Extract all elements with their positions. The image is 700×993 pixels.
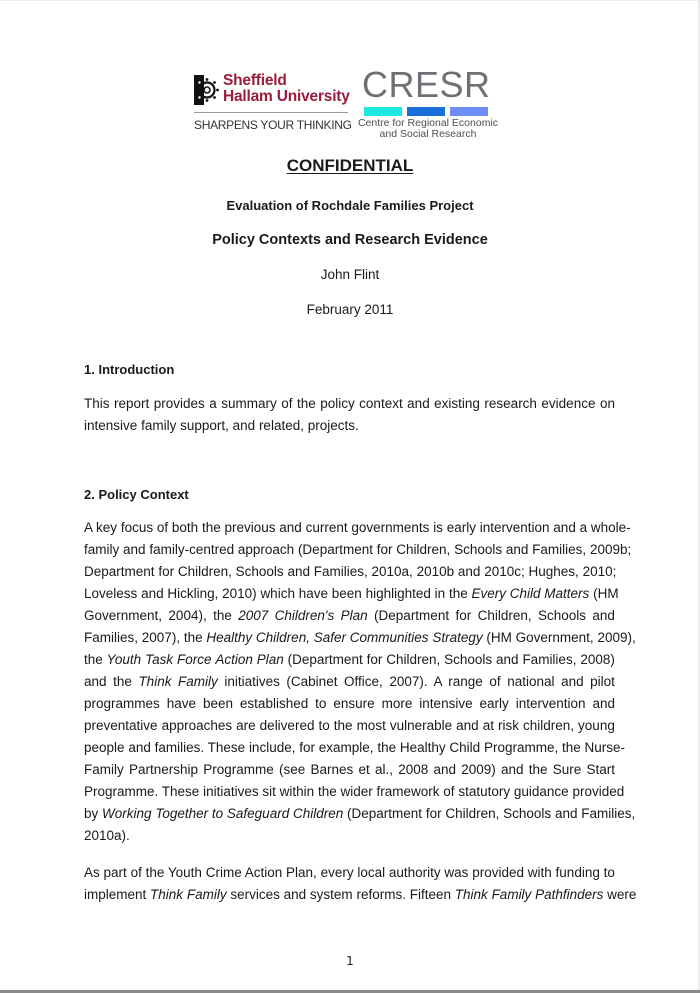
text: (HM xyxy=(486,630,512,645)
italic-text: Strategy xyxy=(432,630,483,645)
text: A xyxy=(433,674,442,689)
text: 2004), xyxy=(168,608,207,623)
text-line xyxy=(84,583,619,605)
text: Schools xyxy=(444,652,493,667)
italic-text: Together xyxy=(155,806,209,821)
text: ensure xyxy=(333,696,375,711)
text: part xyxy=(103,865,127,880)
text: intervention xyxy=(479,520,550,535)
text: Action xyxy=(244,865,283,880)
text: for xyxy=(455,608,472,623)
text: a xyxy=(579,520,588,535)
text: the xyxy=(528,762,548,777)
text: guidance xyxy=(513,784,569,799)
text: projects. xyxy=(307,418,359,433)
text: of xyxy=(443,784,455,799)
text: and xyxy=(123,542,146,557)
italic-text: Children's xyxy=(274,608,335,623)
italic-text: to xyxy=(211,806,224,821)
italic-text: Think xyxy=(454,887,488,902)
text: 2008) xyxy=(580,652,615,667)
text: and xyxy=(561,674,584,689)
text: early xyxy=(446,520,476,535)
text: evidence xyxy=(541,396,596,411)
text-line xyxy=(84,605,615,627)
text: research xyxy=(484,396,537,411)
text: approach xyxy=(237,542,295,557)
text-line xyxy=(84,627,636,649)
cresr-subtitle: Centre for Regional Economic and Social Research xyxy=(357,117,499,140)
text: Programme. xyxy=(84,784,159,799)
text: initiatives xyxy=(224,674,280,689)
text-line xyxy=(84,825,615,847)
text: Children, xyxy=(177,564,232,579)
italic-text: Healthy xyxy=(206,630,253,645)
text: (Department xyxy=(347,806,423,821)
text: Youth xyxy=(167,865,202,880)
italic-text: Safer xyxy=(313,630,346,645)
italic-text: Children, xyxy=(255,630,310,645)
text: risk xyxy=(497,718,519,733)
text: the xyxy=(201,520,221,535)
document-date: February 2011 xyxy=(306,302,394,317)
text: Schools xyxy=(503,806,552,821)
text: Partnership xyxy=(128,762,199,777)
text: range xyxy=(448,674,483,689)
text: et xyxy=(358,762,370,777)
text: were xyxy=(607,887,637,902)
text: example, xyxy=(318,740,374,755)
text: every xyxy=(320,865,354,880)
text: This xyxy=(84,396,110,411)
text: initiatives xyxy=(203,784,259,799)
text: which xyxy=(260,586,295,601)
text: Nurse- xyxy=(584,740,626,755)
text-line xyxy=(84,715,615,737)
text-line xyxy=(84,803,636,825)
text: and xyxy=(128,740,151,755)
italic-text: Think xyxy=(150,887,184,902)
text: national xyxy=(507,674,555,689)
document-title: Evaluation of Rochdale Families Project xyxy=(226,198,474,213)
text: and xyxy=(500,762,524,777)
text: whole- xyxy=(590,520,631,535)
text: by xyxy=(84,806,99,821)
document-subtitle: Policy Contexts and Research Evidence xyxy=(212,232,488,248)
cresr-logo xyxy=(350,64,508,143)
section-heading-policy-context: 2. Policy Context xyxy=(84,487,189,502)
text: and xyxy=(592,696,615,711)
text: Healthy xyxy=(399,740,446,755)
cresr-bar-cyan xyxy=(364,107,402,116)
text: and xyxy=(592,608,615,623)
text: Start xyxy=(586,762,615,777)
text: people xyxy=(84,740,125,755)
section-heading-introduction: 1. Introduction xyxy=(84,362,175,377)
text: the xyxy=(84,652,103,667)
text: reforms. xyxy=(356,887,406,902)
italic-text: Force xyxy=(176,652,212,667)
text: 2010) xyxy=(222,586,257,601)
text: and xyxy=(232,418,256,433)
text: system xyxy=(309,887,353,902)
cresr-color-bars xyxy=(364,107,488,116)
sheffield-hallam-tagline: SHARPENS YOUR THINKING xyxy=(194,118,352,132)
text: for xyxy=(376,542,393,557)
text: is xyxy=(433,520,443,535)
text: and xyxy=(456,718,479,733)
text: These xyxy=(161,784,200,799)
italic-text: Task xyxy=(145,652,174,667)
text: family xyxy=(141,418,177,433)
text: As xyxy=(84,865,100,880)
text: and xyxy=(279,520,302,535)
text: Programme xyxy=(203,762,274,777)
text: Loveless xyxy=(84,586,138,601)
italic-text: Matters xyxy=(544,586,590,601)
italic-text: Youth xyxy=(106,652,142,667)
text: was xyxy=(444,865,469,880)
text: Schools xyxy=(538,608,587,623)
text: the xyxy=(317,784,337,799)
text: (Cabinet xyxy=(286,674,338,689)
text: Families, xyxy=(313,564,368,579)
cresr-bar-blue xyxy=(407,107,445,116)
text: (Department xyxy=(297,542,373,557)
text: families. xyxy=(154,740,205,755)
text: Children, xyxy=(396,542,451,557)
italic-text: Child xyxy=(509,586,541,601)
text: wider xyxy=(340,784,373,799)
italic-text: Pathfinders xyxy=(535,887,604,902)
text: summary xyxy=(221,396,277,411)
text: are xyxy=(236,718,256,733)
text: 2010; xyxy=(582,564,617,579)
text-line xyxy=(84,517,631,539)
text: with xyxy=(527,865,552,880)
cresr-bar-periwinkle xyxy=(450,107,488,116)
text: and xyxy=(407,396,430,411)
text-line xyxy=(84,539,632,561)
sheffield-hallam-logo xyxy=(192,69,350,143)
text: on xyxy=(599,396,615,411)
text-line xyxy=(84,671,615,693)
text-line xyxy=(84,759,615,781)
text: have xyxy=(166,696,196,711)
text: Child xyxy=(449,740,481,755)
text: intervention xyxy=(515,696,586,711)
text: Families, xyxy=(84,630,139,645)
text: Fifteen xyxy=(409,887,452,902)
text: Schools xyxy=(235,564,284,579)
text: framework xyxy=(376,784,440,799)
text: provides xyxy=(153,396,205,411)
text: report xyxy=(113,396,150,411)
text: the xyxy=(113,674,132,689)
text: policy xyxy=(320,396,355,411)
text: (Department xyxy=(287,652,363,667)
text: early xyxy=(479,696,509,711)
text: established xyxy=(239,696,309,711)
text: for xyxy=(425,806,442,821)
text: the xyxy=(145,865,165,880)
italic-text: Family xyxy=(491,887,532,902)
text: 2009b; xyxy=(589,542,632,557)
italic-text: Safeguard xyxy=(226,806,290,821)
text: 2010a). xyxy=(84,828,130,843)
text: existing xyxy=(434,396,480,411)
text: more xyxy=(381,696,413,711)
text: the xyxy=(562,740,581,755)
text: Sure xyxy=(552,762,582,777)
text: Family xyxy=(84,762,124,777)
italic-text: Think xyxy=(138,674,172,689)
text: (HM xyxy=(593,586,619,601)
text: approaches xyxy=(161,718,233,733)
text: of xyxy=(281,396,293,411)
confidential-label: CONFIDENTIAL xyxy=(286,156,414,175)
page-number: 1 xyxy=(346,954,354,968)
italic-text: Family xyxy=(178,674,218,689)
text: and xyxy=(283,887,307,902)
text: a xyxy=(209,396,217,411)
text: sit xyxy=(262,784,276,799)
text: vulnerable xyxy=(389,718,453,733)
italic-text: Family xyxy=(186,887,227,902)
author-name: John Flint xyxy=(320,267,380,282)
text: family-centred xyxy=(149,542,235,557)
text: programmes xyxy=(84,696,160,711)
text: focus xyxy=(120,520,154,535)
text: These xyxy=(207,740,246,755)
paragraph xyxy=(84,393,615,437)
text: authority xyxy=(388,865,441,880)
text: and xyxy=(84,674,107,689)
cresr-wordmark: CRESR xyxy=(362,64,491,105)
text: statutory xyxy=(458,784,511,799)
text: for xyxy=(158,564,175,579)
text: current xyxy=(305,520,348,535)
text: al., xyxy=(374,762,393,777)
text: been xyxy=(331,586,362,601)
text: Children, xyxy=(445,806,500,821)
text: related, xyxy=(258,418,304,433)
italic-text: Action xyxy=(215,652,253,667)
text: pilot xyxy=(590,674,615,689)
logo-divider xyxy=(194,112,348,113)
text: and xyxy=(141,586,164,601)
text: 2010a, xyxy=(371,564,413,579)
text: context xyxy=(359,396,403,411)
text-line xyxy=(84,561,615,583)
text: children, xyxy=(523,718,575,733)
text-line xyxy=(84,781,625,803)
text: the xyxy=(377,740,397,755)
text: previous xyxy=(224,520,276,535)
text: include, xyxy=(248,740,296,755)
text: funding xyxy=(555,865,600,880)
text: to xyxy=(315,696,327,711)
text: Barnes xyxy=(310,762,354,777)
text: and xyxy=(505,542,529,557)
paragraph xyxy=(84,517,636,847)
text: Plan, xyxy=(286,865,317,880)
text: both xyxy=(171,520,199,535)
text: 2010b xyxy=(416,564,455,579)
text: of xyxy=(489,674,501,689)
text: Schools xyxy=(454,542,503,557)
text: highlighted xyxy=(365,586,431,601)
text: the xyxy=(183,630,203,645)
text: A xyxy=(84,520,93,535)
text: services xyxy=(230,887,280,902)
text: provided xyxy=(472,865,524,880)
text: support, xyxy=(180,418,229,433)
sheffield-hallam-crest-icon xyxy=(194,75,220,105)
italic-text: Children xyxy=(292,806,344,821)
italic-text: 2007 xyxy=(238,608,269,623)
text: and xyxy=(553,520,576,535)
text: within xyxy=(279,784,315,799)
text-line xyxy=(84,393,615,415)
text: to xyxy=(603,865,615,880)
text: 2008 xyxy=(398,762,429,777)
text-line xyxy=(84,737,626,759)
text: (Department xyxy=(374,608,450,623)
text: the xyxy=(448,586,468,601)
italic-text: Plan xyxy=(340,608,368,623)
text: been xyxy=(202,696,233,711)
text: the xyxy=(333,718,353,733)
italic-text: Every xyxy=(471,586,506,601)
text: of xyxy=(130,865,142,880)
text: Families, xyxy=(581,806,636,821)
text: and xyxy=(433,762,456,777)
text-line xyxy=(84,884,637,906)
text: and xyxy=(457,564,481,579)
paragraph xyxy=(84,862,637,906)
text: Programme, xyxy=(483,740,559,755)
text: intensive xyxy=(419,696,473,711)
text: in xyxy=(434,586,446,601)
text: key xyxy=(96,520,118,535)
text: family xyxy=(84,542,120,557)
text: for xyxy=(299,740,316,755)
text: have xyxy=(298,586,328,601)
text: Children, xyxy=(477,608,532,623)
italic-text: Working xyxy=(102,806,152,821)
text: and xyxy=(554,806,578,821)
text: (see xyxy=(278,762,306,777)
text: 2010c; xyxy=(484,564,525,579)
text: most xyxy=(356,718,386,733)
text: the xyxy=(213,608,232,623)
text: of xyxy=(156,520,169,535)
text: Families, xyxy=(522,652,577,667)
text: 2009), xyxy=(597,630,636,645)
text: Families, xyxy=(532,542,587,557)
text-line xyxy=(84,693,615,715)
text: at xyxy=(482,718,494,733)
text-line xyxy=(84,862,615,884)
sheffield-hallam-name: Sheffield Hallam University xyxy=(223,72,350,105)
header-logos xyxy=(192,64,508,143)
text: Office, xyxy=(344,674,383,689)
text: 2007). xyxy=(389,674,428,689)
text: the xyxy=(296,396,316,411)
text: and xyxy=(287,564,310,579)
text: Crime xyxy=(205,865,242,880)
text: implement xyxy=(84,887,147,902)
text: governments xyxy=(351,520,430,535)
text: for xyxy=(366,652,383,667)
text: provided xyxy=(572,784,625,799)
text: Hughes, xyxy=(528,564,579,579)
text: 2009) xyxy=(461,762,496,777)
text: young xyxy=(578,718,615,733)
text: preventative xyxy=(84,718,158,733)
text: Government, xyxy=(84,608,163,623)
text: Department xyxy=(84,564,155,579)
text: delivered xyxy=(259,718,315,733)
text: and xyxy=(496,652,519,667)
italic-text: Communities xyxy=(349,630,429,645)
text: to xyxy=(318,718,330,733)
italic-text: Plan xyxy=(256,652,284,667)
text-line xyxy=(84,649,615,671)
text: Government, xyxy=(515,630,594,645)
text-line xyxy=(84,415,615,437)
text: Hickling, xyxy=(167,586,219,601)
text: local xyxy=(357,865,386,880)
text: 2007), xyxy=(141,630,181,645)
text: intensive xyxy=(84,418,138,433)
text: Children, xyxy=(386,652,441,667)
